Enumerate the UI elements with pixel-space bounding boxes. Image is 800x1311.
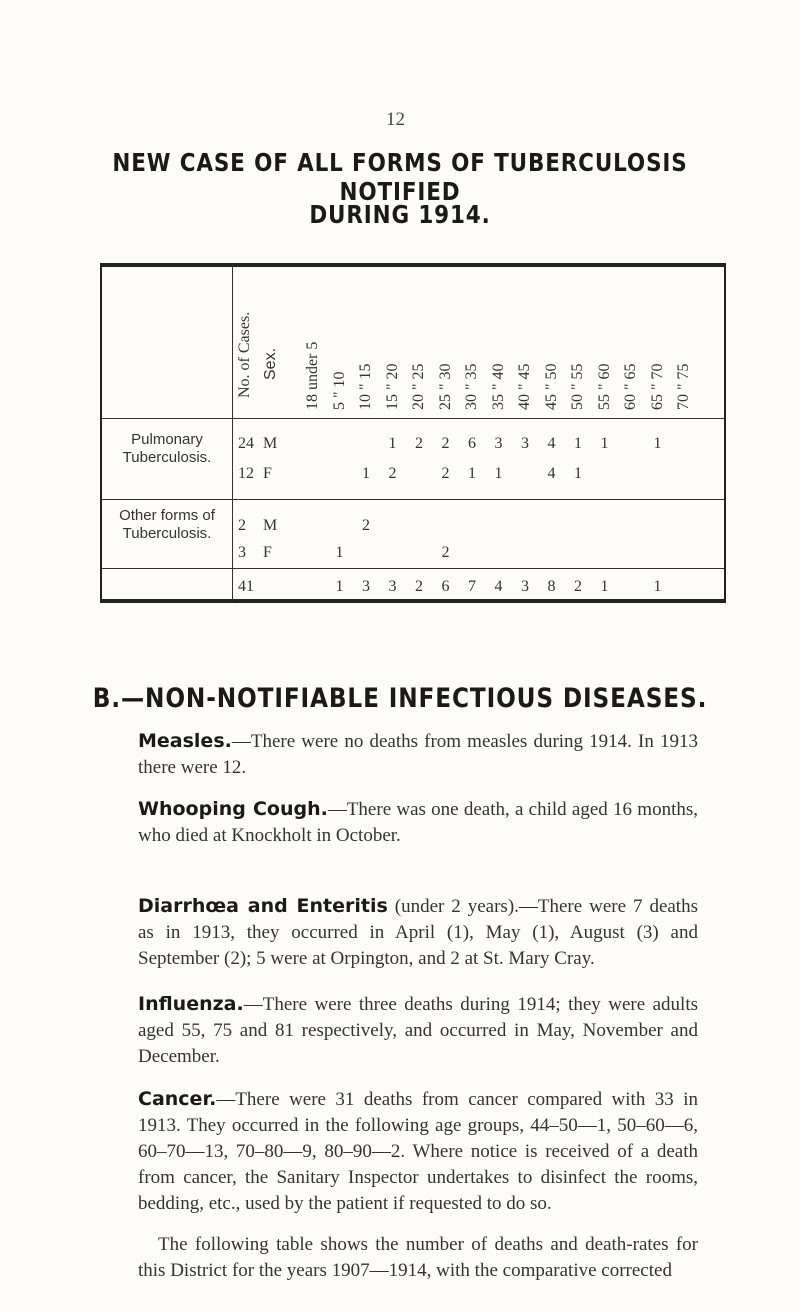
totals-cell: 3 <box>362 578 370 595</box>
row-cases: 12 <box>238 465 254 482</box>
group-divider <box>102 499 724 500</box>
table-cell: 1 <box>335 544 344 561</box>
para-cancer <box>138 1086 698 1217</box>
age-group-header: 40 " 45 <box>516 363 533 410</box>
table-cell: 4 <box>547 465 556 482</box>
para-text: —There were three deaths during 1914; they were adults aged 55, 75 and 81 respectively, and occurred in May, November and December. <box>138 994 698 1067</box>
age-group-header: 30 " 35 <box>463 363 480 410</box>
table-cell: 1 <box>468 465 476 482</box>
para-lead: Measles. <box>138 730 232 752</box>
table-cell: 2 <box>362 517 370 534</box>
group-label-pulmonary: Pulmonary Tuberculosis. <box>122 431 212 466</box>
table-cell: 1 <box>574 435 582 452</box>
para-lead: Whooping Cough. <box>138 798 328 820</box>
age-group-header: 20 " 25 <box>410 363 427 410</box>
table-title-line1: NEW CASE OF ALL FORMS OF TUBERCULOSIS NOTIFIED <box>112 148 688 206</box>
para-table-intro <box>138 1232 698 1284</box>
page-number: 12 <box>386 109 405 130</box>
totals-cell: 4 <box>494 578 503 595</box>
table-cell: 1 <box>653 435 662 452</box>
group-label-other: Other forms of Tuberculosis. <box>119 507 215 542</box>
row-cases: 24 <box>238 435 254 452</box>
para-lead: Diarrhœa and Enteritis <box>138 895 388 917</box>
table-cell: 3 <box>521 435 529 452</box>
row-cases: 3 <box>238 544 246 561</box>
header-sex: Sex. <box>262 347 279 380</box>
table-cell: 2 <box>441 465 450 482</box>
para-whooping-cough <box>138 796 698 849</box>
table-cell: 2 <box>441 435 450 452</box>
table-cell: 2 <box>388 465 397 482</box>
row-sex: M <box>263 517 278 534</box>
totals-cell: 2 <box>574 578 582 595</box>
totals-cell: 1 <box>600 578 609 595</box>
age-group-header: 50 " 55 <box>569 363 586 410</box>
para-diarrhoea <box>138 893 698 972</box>
totals-cell: 6 <box>441 578 450 595</box>
table-cell: 1 <box>388 435 397 452</box>
para-influenza <box>138 991 698 1070</box>
row-sex: F <box>263 465 272 482</box>
totals-divider <box>102 568 724 569</box>
para-text: —There were no deaths from measles during 1914. In 1913 there were 12. <box>138 731 698 778</box>
table-cell: 3 <box>494 435 503 452</box>
label-column-divider <box>232 265 233 601</box>
totals-cell: 2 <box>415 578 423 595</box>
table-cell: 4 <box>547 435 556 452</box>
table-cell: 1 <box>494 465 503 482</box>
table-title-line2: DURING 1914. <box>309 200 491 229</box>
age-group-header: 10 " 15 <box>357 363 374 410</box>
age-group-header: 5 " 10 <box>330 371 348 410</box>
age-group-header: 35 " 40 <box>489 363 507 410</box>
para-text: —There were 31 deaths from cancer compared with 33 in 1913. They occurred in the following age groups, 44–50—1, 50–60—6, 60–70—13, 70–80—9, 80–90—2. Where notice is received of a death from cancer, the Sanitary Inspector undertakes to disinfect the rooms, bedding, etc., used by the patient if requested to do so. <box>138 1089 698 1214</box>
age-group-header: 70 " 75 <box>675 363 692 410</box>
row-sex: M <box>263 435 278 452</box>
totals-cases: 41 <box>238 578 254 595</box>
para-measles <box>138 728 698 781</box>
totals-cell: 1 <box>653 578 662 595</box>
totals-cell: 1 <box>335 578 344 595</box>
section-b-title: B.—NON-NOTIFIABLE INFECTIOUS DISEASES. <box>92 683 708 714</box>
age-group-header: 15 " 20 <box>383 363 401 410</box>
table-cell: 2 <box>415 435 423 452</box>
totals-cell: 3 <box>521 578 529 595</box>
table-cell: 1 <box>362 465 370 482</box>
para-text: (under 2 years).—There were 7 deaths as in 1913, they occurred in April (1), May (1), August (3) and September (2); 5 were at Orpington, and 2 at St. Mary Cray. <box>138 896 698 969</box>
age-group-header: 55 " 60 <box>595 363 613 410</box>
age-group-header: 18 under 5 <box>304 341 321 410</box>
age-group-header: 65 " 70 <box>648 363 666 410</box>
age-group-header: 45 " 50 <box>542 363 560 410</box>
row-cases: 2 <box>238 517 246 534</box>
header-divider <box>102 418 724 419</box>
age-group-header: 60 " 65 <box>622 363 639 410</box>
table-cell: 1 <box>574 465 582 482</box>
totals-cell: 3 <box>388 578 397 595</box>
table-cell: 6 <box>468 435 476 452</box>
table-cell: 1 <box>600 435 609 452</box>
para-text: The following table shows the number of deaths and death-rates for this District for the years 1907—1914, with the comparative corrected <box>138 1234 698 1281</box>
para-lead: Cancer. <box>138 1088 217 1110</box>
totals-cell: 8 <box>547 578 556 595</box>
row-sex: F <box>263 544 272 561</box>
header-cases: No. of Cases. <box>236 311 253 398</box>
para-lead: Influenza. <box>138 993 244 1015</box>
age-group-header: 25 " 30 <box>436 363 454 410</box>
para-text: —There was one death, a child aged 16 months, who died at Knockholt in October. <box>138 799 698 846</box>
table-cell: 2 <box>441 544 450 561</box>
totals-cell: 7 <box>468 578 476 595</box>
